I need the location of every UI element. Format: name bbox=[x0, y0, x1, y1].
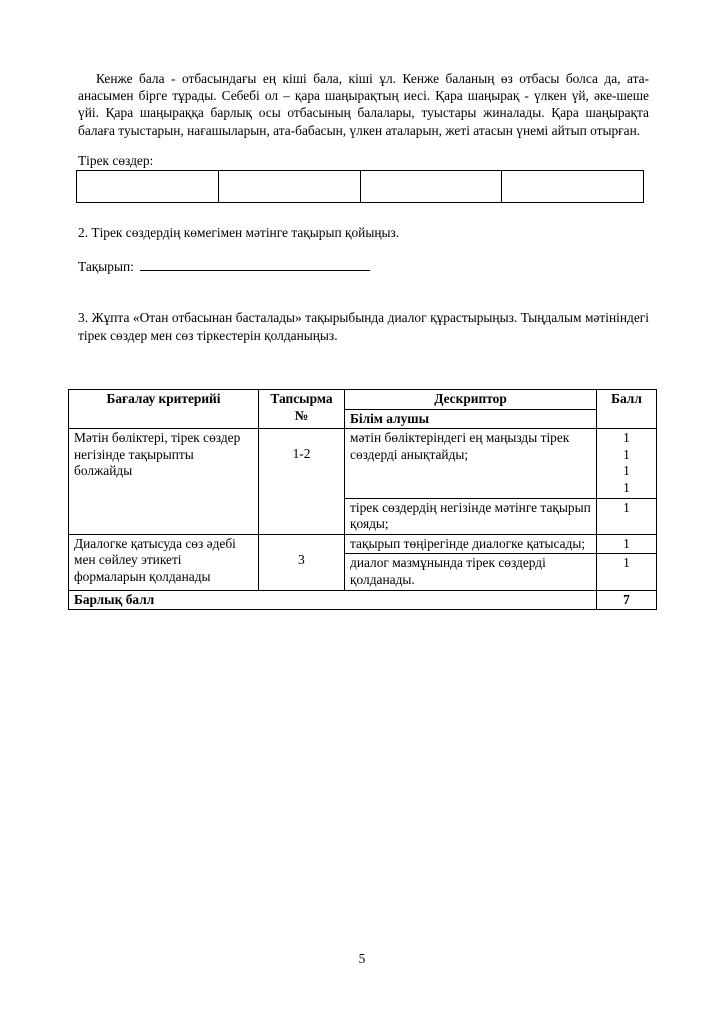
title-answer-line[interactable] bbox=[140, 256, 370, 271]
keyword-cell-3[interactable] bbox=[360, 171, 502, 203]
points-cell: 1 bbox=[597, 498, 657, 534]
title-label: Тақырып: bbox=[78, 259, 134, 274]
header-descriptor-sub: Білім алушы bbox=[345, 409, 597, 429]
reading-paragraph: Кенже бала - отбасындағы ең кіші бала, кіші ұл. Кенже баланың өз отбасы болса да, ата-анасымен бірге тұрады. Себебі ол – қара шаңырақтың иесі. Қара шаңырақ - үлкен үй, әке-шеше үйі. Қара шаңыраққа барлық осы отбасының балалары, туыстары жиналады. Қара шаңырақта балаға туыстарын, нағашыларын, ата-бабасын, үлкен аталарын, жеті атасын үнемі айтып отырған. bbox=[78, 71, 649, 138]
descriptor-cell: тірек сөздердің негізінде мәтінге тақырып қояды; bbox=[345, 498, 597, 534]
task-number-cell: 1-2 bbox=[259, 429, 345, 535]
points-cell: 1 bbox=[597, 554, 657, 590]
criteria-cell: Мәтін бөліктері, тірек сөздер негізінде тақырыпты болжайды bbox=[69, 429, 259, 535]
point-value: 1 bbox=[623, 446, 630, 462]
header-points: Балл bbox=[597, 390, 657, 429]
keyword-cell-2[interactable] bbox=[218, 171, 360, 203]
point-value: 1 bbox=[623, 430, 630, 446]
header-task: Тапсырма № bbox=[259, 390, 345, 429]
total-points: 7 bbox=[597, 590, 657, 610]
point-value: 1 bbox=[623, 463, 630, 479]
descriptor-cell: диалог мазмұнында тірек сөздерді қолданады. bbox=[345, 554, 597, 590]
keyword-cell-1[interactable] bbox=[77, 171, 219, 203]
task-2-instruction: 2. Тірек сөздердің көмегімен мәтінге тақырып қойыңыз. bbox=[78, 225, 400, 240]
total-label: Барлық балл bbox=[69, 590, 597, 610]
points-cell: 1 bbox=[597, 534, 657, 554]
criteria-cell: Диалогке қатысуда сөз әдебі мен сөйлеу этикеті формаларын қолданады bbox=[69, 534, 259, 590]
keywords-table bbox=[76, 170, 644, 203]
points-cell bbox=[597, 429, 657, 498]
header-criteria: Бағалау критерийі bbox=[69, 390, 259, 429]
page-number: 5 bbox=[358, 951, 366, 966]
keyword-cell-4[interactable] bbox=[502, 171, 644, 203]
keywords-label: Тірек сөздер: bbox=[78, 153, 154, 168]
task-3-instruction: 3. Жұпта «Отан отбасынан басталады» тақырыбында диалог құрастырыңыз. Тыңдалым мәтініндегі тірек сөздер мен сөз тіркестерін қолданыңыз. bbox=[78, 310, 649, 343]
descriptor-cell: мәтін бөліктеріндегі ең маңызды тірек сөздерді анықтайды; bbox=[345, 429, 597, 498]
title-answer-row bbox=[78, 256, 370, 275]
assessment-table bbox=[68, 389, 657, 610]
descriptor-cell: тақырып төңірегінде диалогке қатысады; bbox=[345, 534, 597, 554]
header-descriptor: Дескриптор bbox=[345, 390, 597, 410]
task-number-cell: 3 bbox=[259, 534, 345, 590]
point-value: 1 bbox=[623, 479, 630, 495]
